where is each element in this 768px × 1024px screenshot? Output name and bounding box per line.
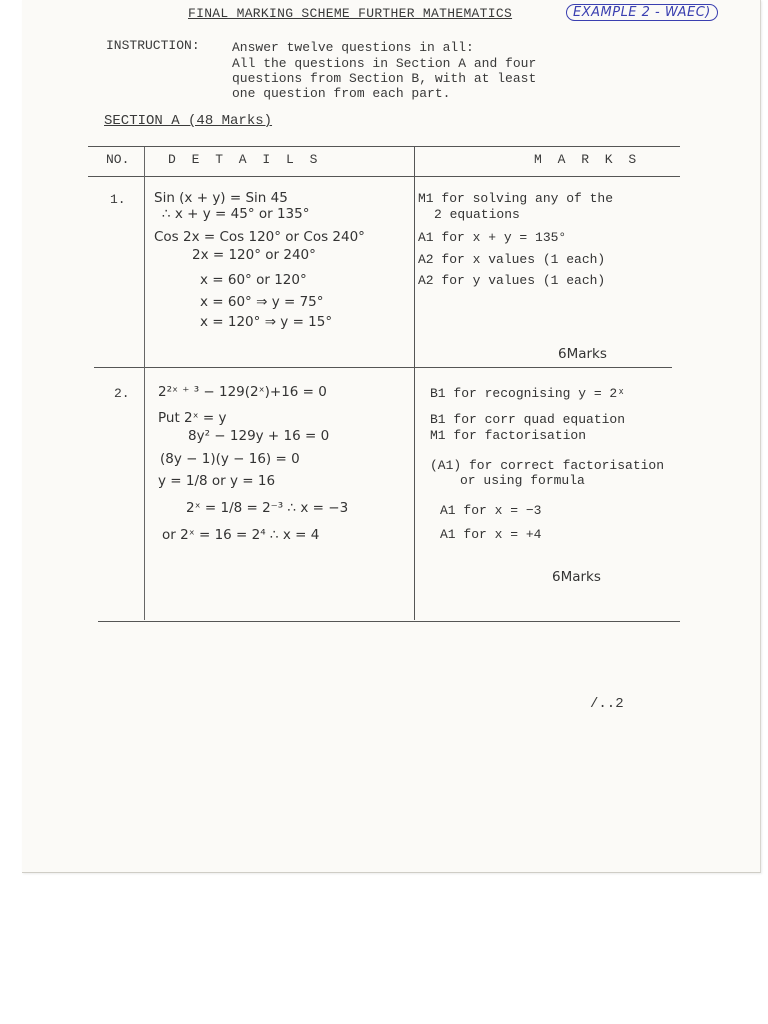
table-top-rule — [88, 146, 680, 147]
instruction-line: one question from each part. — [232, 86, 451, 101]
q2-step: 2²ˣ ⁺ ³ − 129(2ˣ)+16 = 0 — [158, 384, 327, 400]
header-marks: M A R K S — [534, 152, 641, 167]
question-number: 1. — [110, 192, 126, 207]
q2-step: 8y² − 129y + 16 = 0 — [188, 428, 330, 444]
q2-mark-criterion: A1 for x = −3 — [440, 503, 542, 518]
document-title: FINAL MARKING SCHEME FURTHER MATHEMATICS — [188, 6, 513, 21]
q1-total-marks: 6Marks — [558, 346, 607, 362]
column-divider-marks — [414, 147, 415, 620]
q2-step: 2ˣ = 1/8 = 2⁻³ ∴ x = −3 — [186, 500, 349, 516]
document-page — [22, 0, 761, 873]
page-continuation: /..2 — [590, 696, 624, 712]
header-no: NO. — [106, 152, 130, 167]
table-header-rule — [88, 176, 680, 177]
instruction-line: Answer twelve questions in all: — [232, 40, 474, 55]
q1-step: Cos 2x = Cos 120° or Cos 240° — [154, 229, 365, 245]
question-number: 2. — [114, 386, 130, 401]
q2-step: y = 1/8 or y = 16 — [158, 473, 276, 489]
q2-mark-criterion: M1 for factorisation — [430, 428, 587, 443]
q1-mark-criterion: A1 for x + y = 135° — [418, 230, 567, 245]
q1-mark-criterion: A2 for y values (1 each) — [418, 273, 606, 288]
q1-step: x = 120° ⇒ y = 15° — [200, 314, 333, 330]
q1-step: Sin (x + y) = Sin 45 — [154, 190, 288, 206]
column-divider-no — [144, 147, 145, 620]
q2-total-marks: 6Marks — [552, 569, 601, 585]
q2-step: Put 2ˣ = y — [158, 410, 227, 426]
q2-mark-criterion: B1 for recognising y = 2ˣ — [430, 386, 626, 401]
q1-mark-criterion: M1 for solving any of the — [418, 191, 614, 206]
q2-mark-criterion: B1 for corr quad equation — [430, 412, 626, 427]
q1-mark-criterion: 2 equations — [434, 207, 520, 222]
q1-step: x = 60° or 120° — [200, 272, 307, 288]
instruction-line: questions from Section B, with at least — [232, 71, 537, 86]
instruction-label: INSTRUCTION: — [106, 38, 200, 53]
table-bottom-rule — [98, 621, 680, 622]
header-details: D E T A I L S — [168, 152, 322, 167]
q2-mark-criterion: A1 for x = +4 — [440, 527, 542, 542]
q1-mark-criterion: A2 for x values (1 each) — [418, 252, 606, 267]
q2-mark-criterion: or using formula — [460, 473, 585, 488]
section-title: SECTION A (48 Marks) — [104, 113, 273, 129]
row-divider — [94, 367, 672, 368]
instruction-line: All the questions in Section A and four — [232, 56, 537, 71]
q1-step: 2x = 120° or 240° — [192, 247, 316, 263]
handwritten-annotation: EXAMPLE 2 - WAEC) — [566, 4, 718, 21]
q1-step: x = 60° ⇒ y = 75° — [200, 294, 324, 310]
q2-mark-criterion: (A1) for correct factorisation — [430, 458, 665, 473]
q2-step: (8y − 1)(y − 16) = 0 — [160, 451, 300, 467]
q1-step: ∴ x + y = 45° or 135° — [162, 206, 310, 222]
q2-step: or 2ˣ = 16 = 2⁴ ∴ x = 4 — [162, 527, 320, 543]
